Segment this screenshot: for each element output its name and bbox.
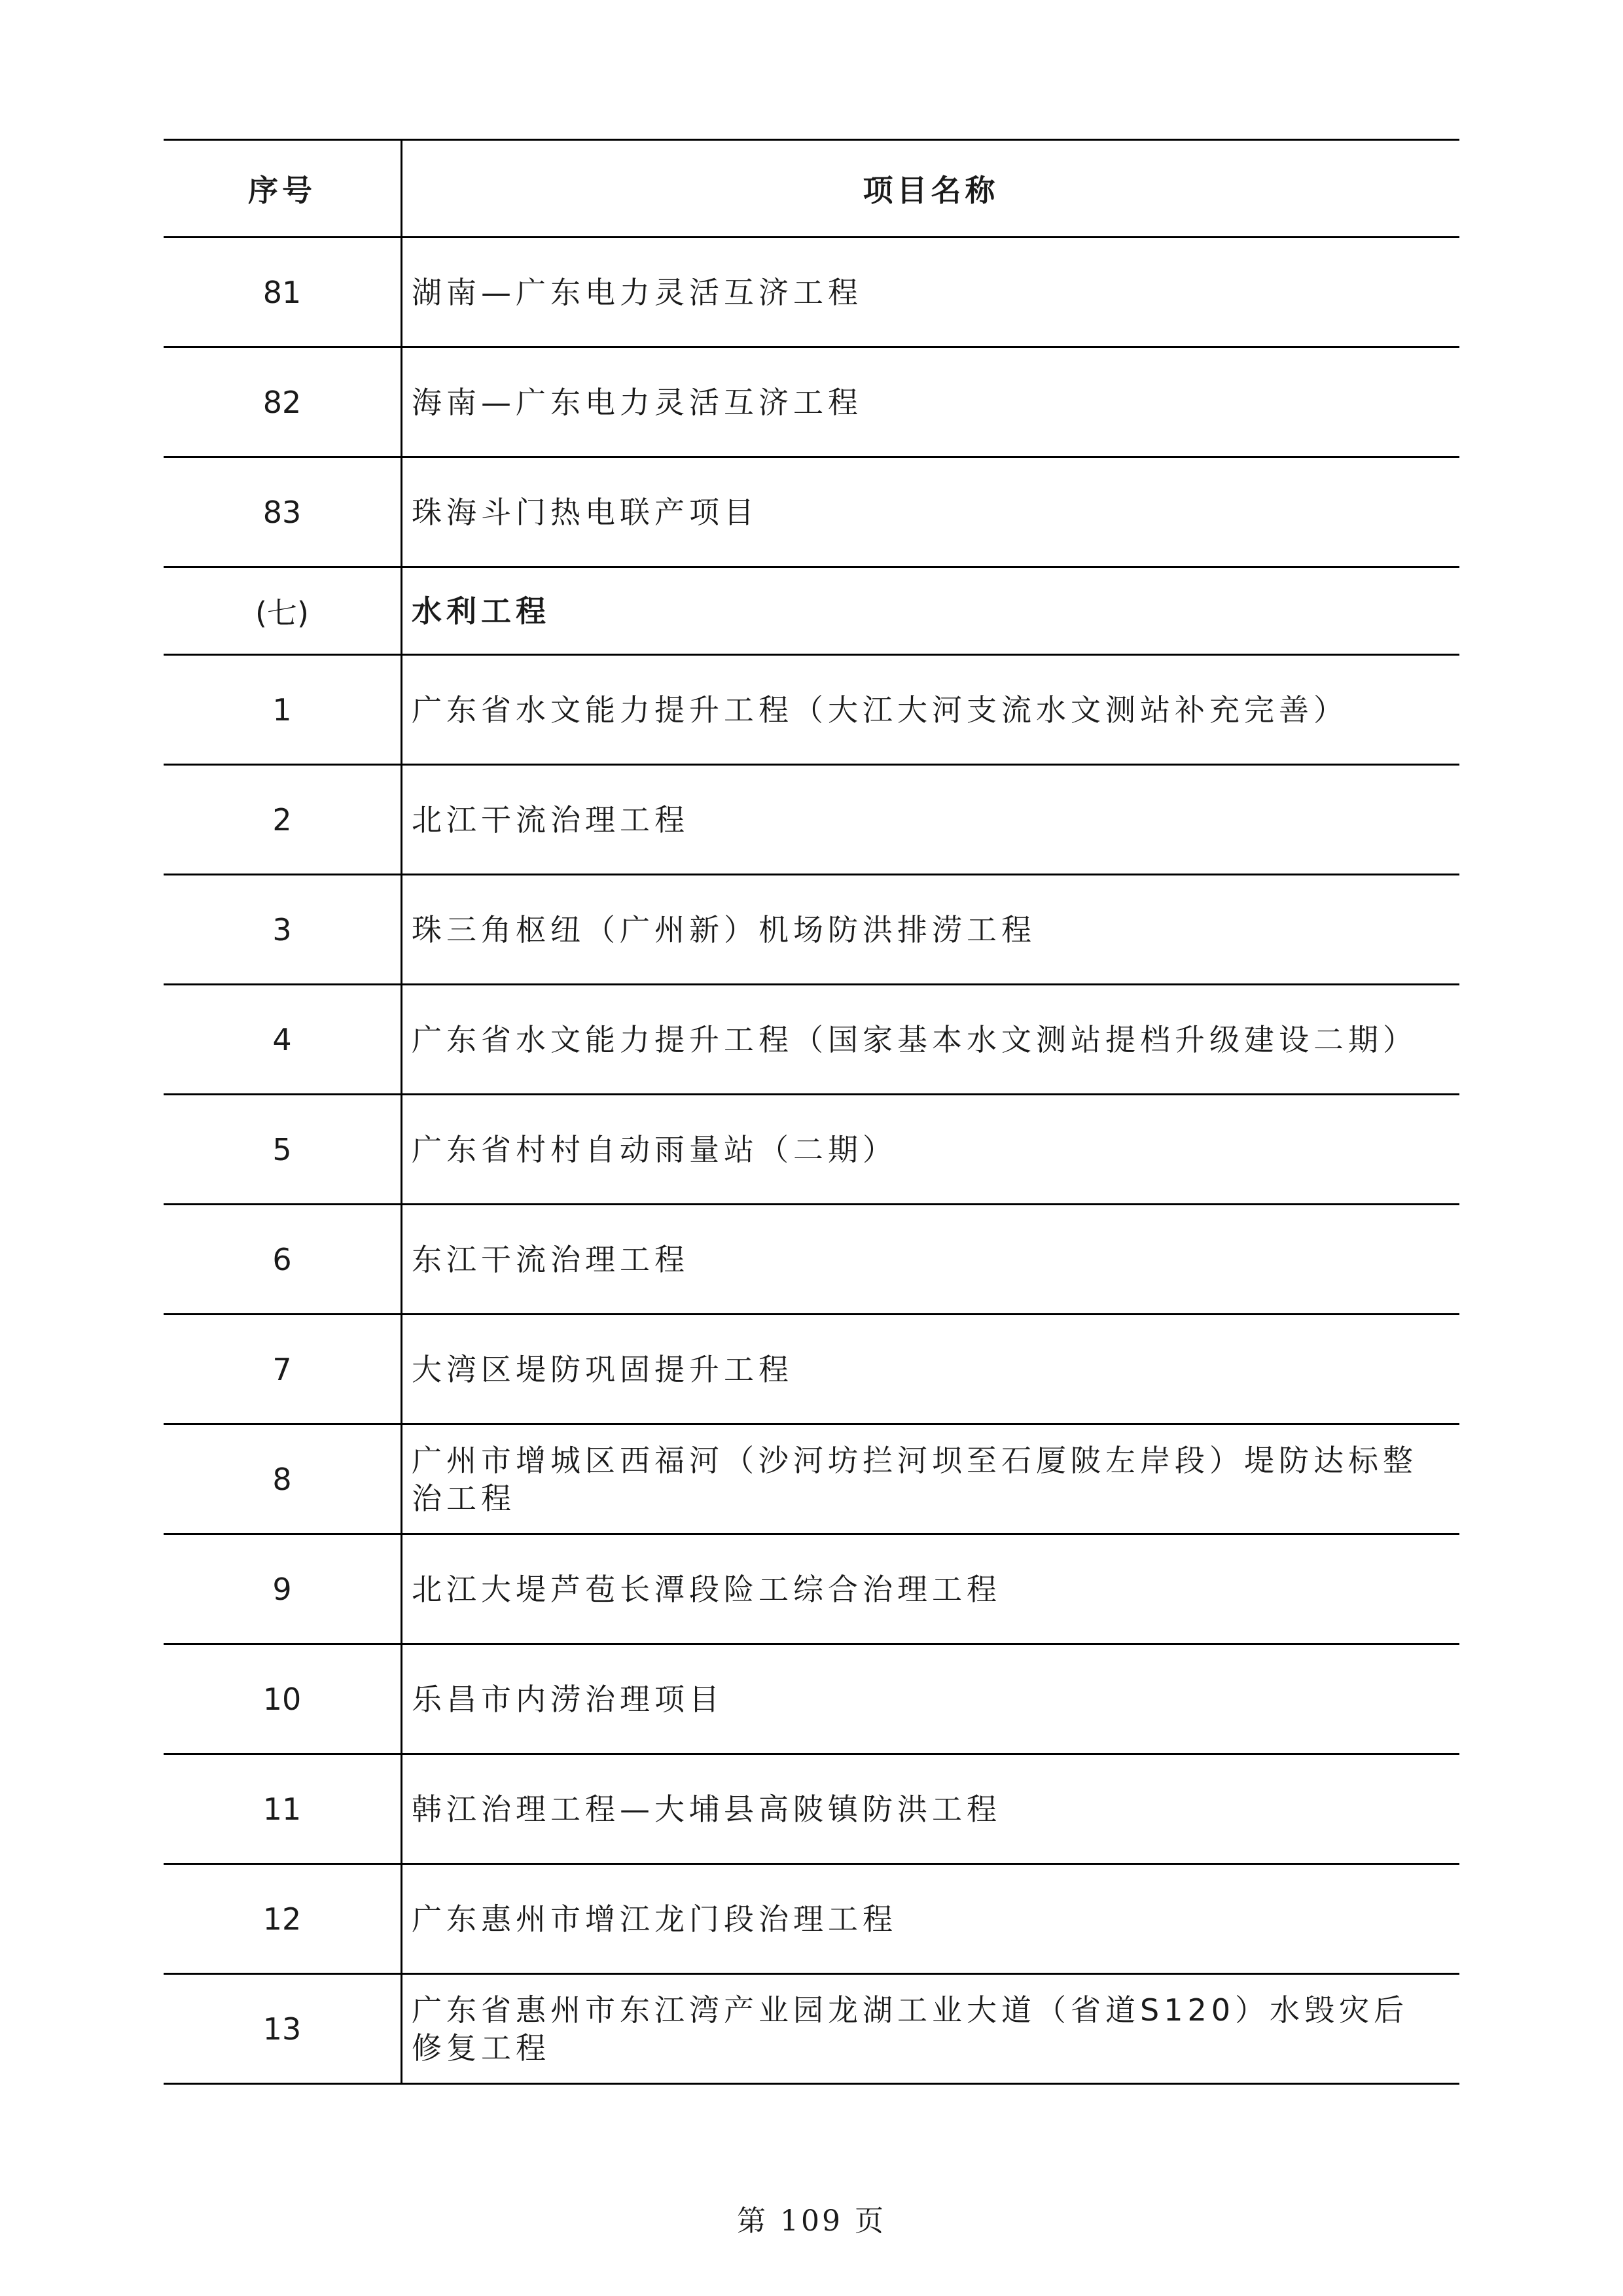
- page-number: 第 109 页: [737, 2204, 886, 2238]
- row-project-name: 北江大堤芦苞长潭段险工综合治理工程: [402, 1534, 1460, 1644]
- table-row: [164, 457, 1459, 567]
- row-project-name: 韩江治理工程—大埔县高陂镇防洪工程: [402, 1754, 1460, 1864]
- row-serial-number: 9: [164, 1534, 402, 1644]
- row-project-name: 大湾区堤防巩固提升工程: [402, 1315, 1460, 1424]
- table-header-row: [164, 140, 1459, 238]
- row-serial-number: 8: [164, 1424, 402, 1534]
- row-serial-number: 11: [164, 1754, 402, 1864]
- row-serial-number: 5: [164, 1095, 402, 1205]
- row-serial-number: 10: [164, 1644, 402, 1754]
- table-row: [164, 1864, 1459, 1974]
- row-project-name: 东江干流治理工程: [402, 1205, 1460, 1315]
- row-serial-number: 2: [164, 765, 402, 875]
- row-serial-number: 4: [164, 985, 402, 1095]
- row-serial-number: 13: [164, 1974, 402, 2084]
- row-project-name: 乐昌市内涝治理项目: [402, 1644, 1460, 1754]
- table-row: [164, 1424, 1459, 1534]
- table-row: [164, 1644, 1459, 1754]
- row-serial-number: 7: [164, 1315, 402, 1424]
- section-title: 水利工程: [402, 567, 1460, 655]
- table-row: [164, 1205, 1459, 1315]
- row-serial-number: 82: [164, 347, 402, 457]
- row-project-name: 广东省村村自动雨量站（二期）: [402, 1095, 1460, 1205]
- row-project-name: 珠海斗门热电联产项目: [402, 457, 1460, 567]
- row-project-name: 广东省水文能力提升工程（大江大河支流水文测站补充完善）: [402, 655, 1460, 765]
- row-serial-number: 3: [164, 875, 402, 985]
- table-row: [164, 985, 1459, 1095]
- table-row: [164, 1754, 1459, 1864]
- row-serial-number: 6: [164, 1205, 402, 1315]
- table-row: [164, 765, 1459, 875]
- table-row: [164, 655, 1459, 765]
- table-row: [164, 1534, 1459, 1644]
- row-project-name: 广东省惠州市东江湾产业园龙湖工业大道（省道S120）水毁灾后修复工程: [402, 1974, 1460, 2084]
- row-serial-number: (七): [164, 567, 402, 655]
- table-row: [164, 1974, 1459, 2084]
- row-serial-number: 1: [164, 655, 402, 765]
- table-row: [164, 1095, 1459, 1205]
- section-row: [164, 567, 1459, 655]
- table-row: [164, 875, 1459, 985]
- row-serial-number: 12: [164, 1864, 402, 1974]
- row-project-name: 广东惠州市增江龙门段治理工程: [402, 1864, 1460, 1974]
- row-serial-number: 81: [164, 238, 402, 347]
- table-row: [164, 238, 1459, 347]
- row-serial-number: 83: [164, 457, 402, 567]
- row-project-name: 广东省水文能力提升工程（国家基本水文测站提档升级建设二期）: [402, 985, 1460, 1095]
- table-body: [164, 238, 1459, 2084]
- row-project-name: 广州市增城区西福河（沙河坊拦河坝至石厦陂左岸段）堤防达标整治工程: [402, 1424, 1460, 1534]
- table-row: [164, 1315, 1459, 1424]
- row-project-name: 海南—广东电力灵活互济工程: [402, 347, 1460, 457]
- header-serial-number: 序号: [164, 140, 402, 238]
- project-table: [164, 139, 1459, 2085]
- row-project-name: 湖南—广东电力灵活互济工程: [402, 238, 1460, 347]
- row-project-name: 北江干流治理工程: [402, 765, 1460, 875]
- header-project-name: 项目名称: [402, 140, 1460, 238]
- table-row: [164, 347, 1459, 457]
- row-project-name: 珠三角枢纽（广州新）机场防洪排涝工程: [402, 875, 1460, 985]
